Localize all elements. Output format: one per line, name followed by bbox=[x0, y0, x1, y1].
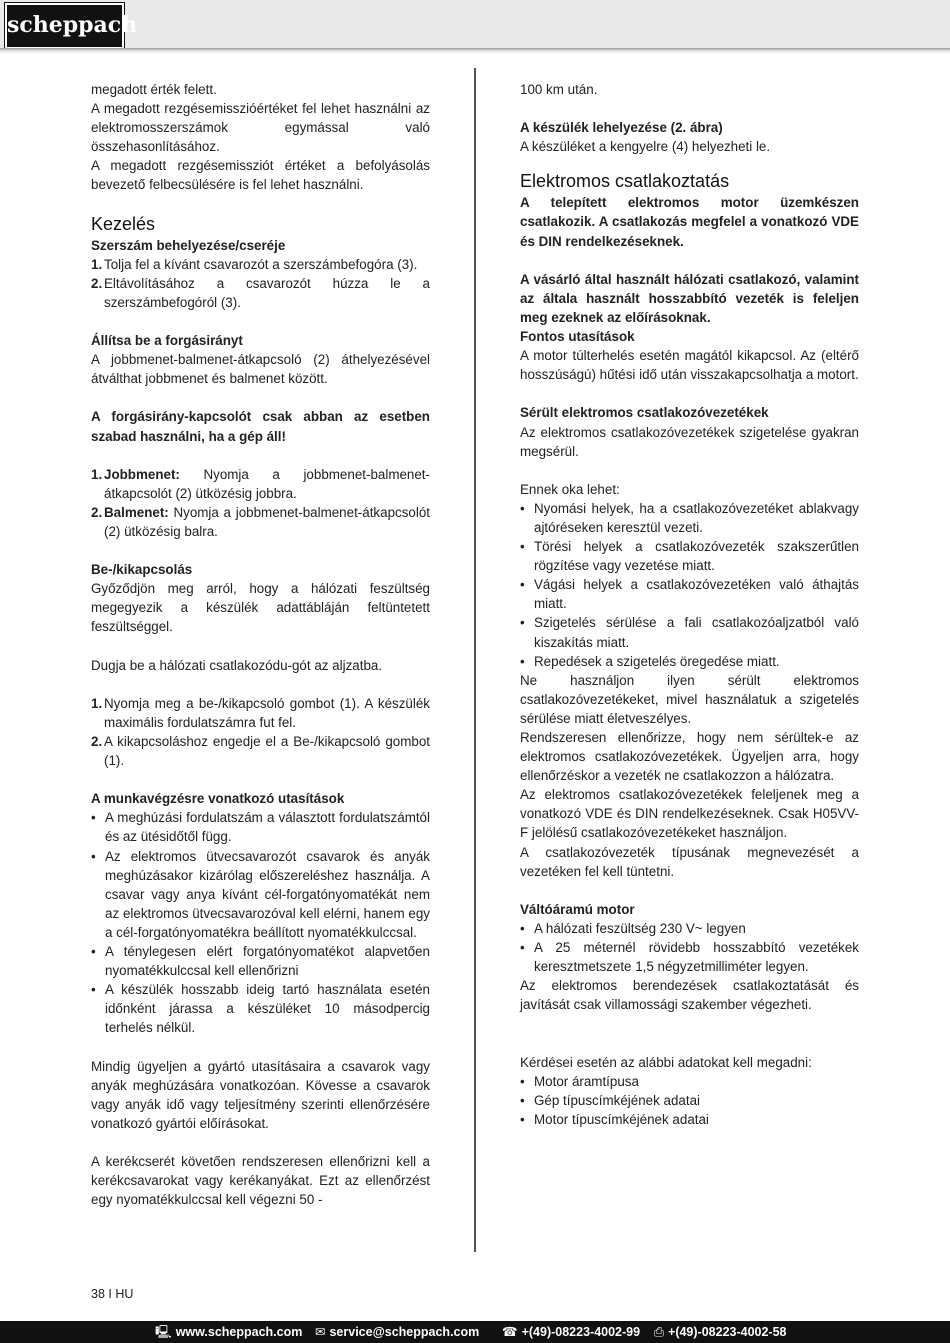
bold-paragraph: A vásárló által használt hálózati csatlakozó, valamint az általa használt hosszabbító vezeték is feleljen meg ezeknek az előírásoknak. bbox=[520, 271, 859, 325]
bullet-icon: • bbox=[91, 810, 96, 826]
footer-fax-text: +(49)-08223-4002-58 bbox=[668, 1325, 787, 1339]
paragraph: A megadott rezgésemissziót értéket a befolyásolás bevezető felbecsülésére is fel lehet használni. bbox=[91, 158, 430, 193]
paragraph: megadott érték felett. bbox=[91, 82, 217, 97]
paragraph: A megadott rezgésemisszióértéket fel lehet használni az elektromosszerszámok egymással való összehasonlításához. bbox=[91, 101, 430, 155]
column-divider bbox=[474, 68, 476, 1252]
footer-web[interactable] bbox=[155, 1321, 302, 1343]
paragraph: A készüléket a kengyelre (4) helyezheti le. bbox=[520, 139, 771, 155]
subsection-title: Állítsa be a forgásirányt bbox=[91, 333, 243, 349]
phone-icon: ☎ bbox=[502, 1325, 518, 1339]
footer-email-text: service@scheppach.com bbox=[329, 1325, 480, 1339]
list-label: Jobbmenet: bbox=[104, 466, 180, 482]
list-text bbox=[104, 503, 430, 541]
paragraph: Mindig ügyeljen a gyártó utasításaira a csavarok vagy anyák meghúzására vonatkozóan. Kövesse a csavarok vagy anyák idő vagy teljesítmény szerinti ellenőrzésére vonatkozó gyártói előírásokat. bbox=[91, 1058, 430, 1131]
list-text: Gép típuscímkéjének adatai bbox=[534, 1092, 700, 1108]
list-text: Repedések a szigetelés öregedése miatt. bbox=[534, 653, 780, 669]
page-number: 38 I HU bbox=[91, 1287, 134, 1301]
bullet-icon: • bbox=[520, 1073, 525, 1089]
list-item bbox=[91, 942, 430, 980]
paragraph: Az elektromos csatlakozóvezetékek feleljenek meg a vonatkozó VDE és DIN rendelkezéseknek. Csak H05VV-F jelölésű csatlakozóvezetékeket használjon. bbox=[520, 787, 859, 841]
paragraph: Kérdései esetén az alábbi adatokat kell megadni: bbox=[520, 1054, 812, 1070]
list-text: Tolja fel a kívánt csavarozót a szerszámbefogóra (3). bbox=[104, 256, 418, 272]
list-item bbox=[520, 919, 859, 938]
paragraph: A csatlakozóvezeték típusának megnevezését a vezetéken fel kell tüntetni. bbox=[520, 844, 859, 879]
paragraph: A kerékcserét követően rendszeresen ellenőrizni kell a kerékcsavarokat vagy kerékanyákat. Ezt az ellenőrzést egy nyomatékkulccsal kell végezni 50 - bbox=[91, 1154, 430, 1208]
paragraph: Dugja be a hálózati csatlakozódu-gót az aljzatba. bbox=[91, 657, 383, 673]
bullet-icon: • bbox=[520, 1111, 525, 1127]
list-label: Balmenet: bbox=[104, 504, 169, 520]
subsection-title: Sérült elektromos csatlakozóvezetékek bbox=[520, 405, 769, 421]
list-item bbox=[91, 465, 430, 503]
bullet-icon: • bbox=[520, 577, 525, 593]
paragraph: Ennek oka lehet: bbox=[520, 481, 620, 497]
list-number: 1. bbox=[91, 695, 103, 711]
list-item bbox=[91, 274, 430, 312]
bullet-icon: • bbox=[520, 615, 525, 631]
list-text: Törési helyek a csatlakozóvezeték szakszerűtlen rögzítése vagy vezetése miatt. bbox=[534, 539, 859, 574]
list-item bbox=[520, 1110, 859, 1129]
list-number: 2. bbox=[91, 734, 103, 749]
warning-text: A forgásirány-kapcsolót csak abban az esetben szabad használni, ha a gép áll! bbox=[91, 409, 430, 444]
bold-paragraph: A telepített elektromos motor üzemkészen csatlakozik. A csatlakozás megfelel a vonatkozó VDE és DIN rendelkezéseknek. bbox=[520, 195, 859, 249]
left-column bbox=[91, 80, 430, 1209]
list-item bbox=[520, 1072, 859, 1091]
bullet-icon: • bbox=[91, 982, 96, 998]
list-item bbox=[91, 503, 430, 541]
list-item bbox=[520, 575, 859, 613]
list-text: Az elektromos ütvecsavarozót csavarok és anyák meghúzásakor kizárólag előszereléshez használja. A csavar vagy anya kívánt cél-forgatónyomatékát nem az elektromos ütvecsavarozóval kell elérni, hanem egy a cél-forgatónyomatékra beállított nyomatékkulccsal. bbox=[105, 848, 430, 940]
page-footer bbox=[0, 1321, 950, 1343]
paragraph: Rendszeresen ellenőrizze, hogy nem sérültek-e az elektromos csatlakozóvezetékek. Ügyeljen arra, hogy ellenőrzéskor a vezeték ne csatlakozzon a hálózatra. bbox=[520, 730, 859, 784]
list-text: A kikapcsoláshoz engedje el a Be-/kikapcsoló gombot (1). bbox=[104, 734, 430, 769]
bullet-icon: • bbox=[91, 848, 96, 864]
header-shadow bbox=[0, 48, 950, 54]
bullet-icon: • bbox=[520, 1092, 525, 1108]
list-number: 2. bbox=[91, 504, 103, 520]
list-text: A meghúzási fordulatszám a választott fordulatszámtól és az ütésidőtől függ. bbox=[105, 810, 430, 845]
list-text: Vágási helyek a csatlakozóvezetéken való áthajtás miatt. bbox=[534, 577, 859, 612]
paragraph: A jobbmenet-balmenet-átkapcsoló (2) áthelyezésével átválthat jobbmenet és balmenet között. bbox=[91, 352, 430, 387]
paragraph: Az elektromos csatlakozóvezetékek szigetelése gyakran megsérül. bbox=[520, 424, 859, 459]
list-text: Motor áramtípusa bbox=[534, 1073, 639, 1089]
paragraph: Ne használjon ilyen sérült elektromos csatlakozóvezetékeket, mivel használatuk a szigetelés sérülése miatt életveszélyes. bbox=[520, 672, 859, 726]
list-text: A készülék hosszabb ideig tartó használata esetén időnként járassa a készüléket 10 másodpercig terhelés nélkül. bbox=[105, 982, 430, 1036]
footer-phone-text: +(49)-08223-4002-99 bbox=[521, 1325, 641, 1339]
footer-email[interactable] bbox=[315, 1321, 479, 1343]
subsection-title: A munkavégzésre vonatkozó utasítások bbox=[91, 791, 345, 807]
list-body: Nyomja a jobbmenet-balmenet-átkapcsolót (2) ütközésig jobbra. bbox=[104, 466, 430, 501]
paragraph: A motor túlterhelés esetén magától kikapcsol. Az (eltérő hosszúságú) hűtési idő után visszakapcsolhatja a motort. bbox=[520, 348, 859, 383]
bullet-icon: • bbox=[520, 653, 525, 669]
footer-web-text: www.scheppach.com bbox=[175, 1325, 303, 1339]
list-text: Motor típuscímkéjének adatai bbox=[534, 1111, 709, 1127]
section-title-elektromos: Elektromos csatlakoztatás bbox=[520, 171, 730, 192]
list-item bbox=[520, 537, 859, 575]
list-text bbox=[104, 465, 430, 503]
page-header bbox=[0, 0, 950, 48]
list-item bbox=[91, 847, 430, 942]
list-item bbox=[520, 499, 859, 537]
right-column bbox=[520, 80, 859, 1129]
fax-icon: ⎙ bbox=[654, 1325, 665, 1339]
list-text: A hálózati feszültség 230 V~ legyen bbox=[534, 920, 746, 936]
list-item bbox=[91, 732, 430, 770]
list-text: Szigetelés sérülése a fali csatlakozóaljzatból való kiszakítás miatt. bbox=[534, 615, 859, 650]
bullet-icon: • bbox=[520, 539, 525, 555]
paragraph: 100 km után. bbox=[520, 82, 598, 97]
list-text: A ténylegesen elért forgatónyomatékot alapvetően nyomatékkulccsal kell ellenőrizni bbox=[105, 944, 430, 979]
list-number: 2. bbox=[91, 275, 103, 291]
footer-phone[interactable] bbox=[502, 1321, 640, 1343]
scheppach-logo: scheppach bbox=[5, 3, 124, 49]
bullet-icon: • bbox=[520, 940, 525, 956]
list-item bbox=[91, 255, 430, 274]
subsection-title: Be-/kikapcsolás bbox=[91, 562, 193, 578]
subsection-title: A készülék lehelyezése (2. ábra) bbox=[520, 120, 723, 136]
computer-icon: 🖳 bbox=[155, 1325, 172, 1339]
subsection-title: Szerszám behelyezése/cseréje bbox=[91, 237, 286, 253]
list-item bbox=[520, 652, 859, 671]
list-item bbox=[91, 694, 430, 732]
list-number: 1. bbox=[91, 466, 103, 482]
list-item bbox=[520, 613, 859, 651]
paragraph: Az elektromos berendezések csatlakoztatását és javítását csak villamossági szakember végezheti. bbox=[520, 978, 859, 1013]
bullet-icon: • bbox=[91, 944, 96, 960]
list-text: A 25 méternél rövidebb hosszabbító vezetékek keresztmetszete 1,5 négyzetmilliméter legyen. bbox=[534, 940, 859, 975]
list-item bbox=[91, 808, 430, 846]
footer-fax[interactable] bbox=[654, 1321, 787, 1343]
bullet-icon: • bbox=[520, 500, 525, 516]
list-item bbox=[520, 938, 859, 976]
subsection-title: Fontos utasítások bbox=[520, 329, 635, 345]
list-item bbox=[91, 980, 430, 1037]
mail-icon: ✉ bbox=[315, 1325, 326, 1339]
paragraph: Győződjön meg arról, hogy a hálózati feszültség megegyezik a készülék adattábláján feltüntetett feszültséggel. bbox=[91, 581, 430, 635]
subsection-title: Váltóáramú motor bbox=[520, 901, 635, 917]
list-text: Eltávolításához a csavarozót húzza le a szerszámbefogóról (3). bbox=[104, 275, 430, 310]
list-item bbox=[520, 1091, 859, 1110]
list-text: Nyomja meg a be-/kikapcsoló gombot (1). A készülék maximális fordulatszámra fut fel. bbox=[104, 695, 430, 730]
list-number: 1. bbox=[91, 256, 103, 272]
list-text: Nyomási helyek, ha a csatlakozóvezetéket ablakvagy ajtóréseken keresztül vezeti. bbox=[534, 500, 859, 535]
bullet-icon: • bbox=[520, 920, 525, 936]
section-title-kezeles: Kezelés bbox=[91, 213, 156, 234]
list-body: Nyomja a jobbmenet-balmenet-átkapcsolót (2) ütközésig balra. bbox=[104, 504, 430, 539]
